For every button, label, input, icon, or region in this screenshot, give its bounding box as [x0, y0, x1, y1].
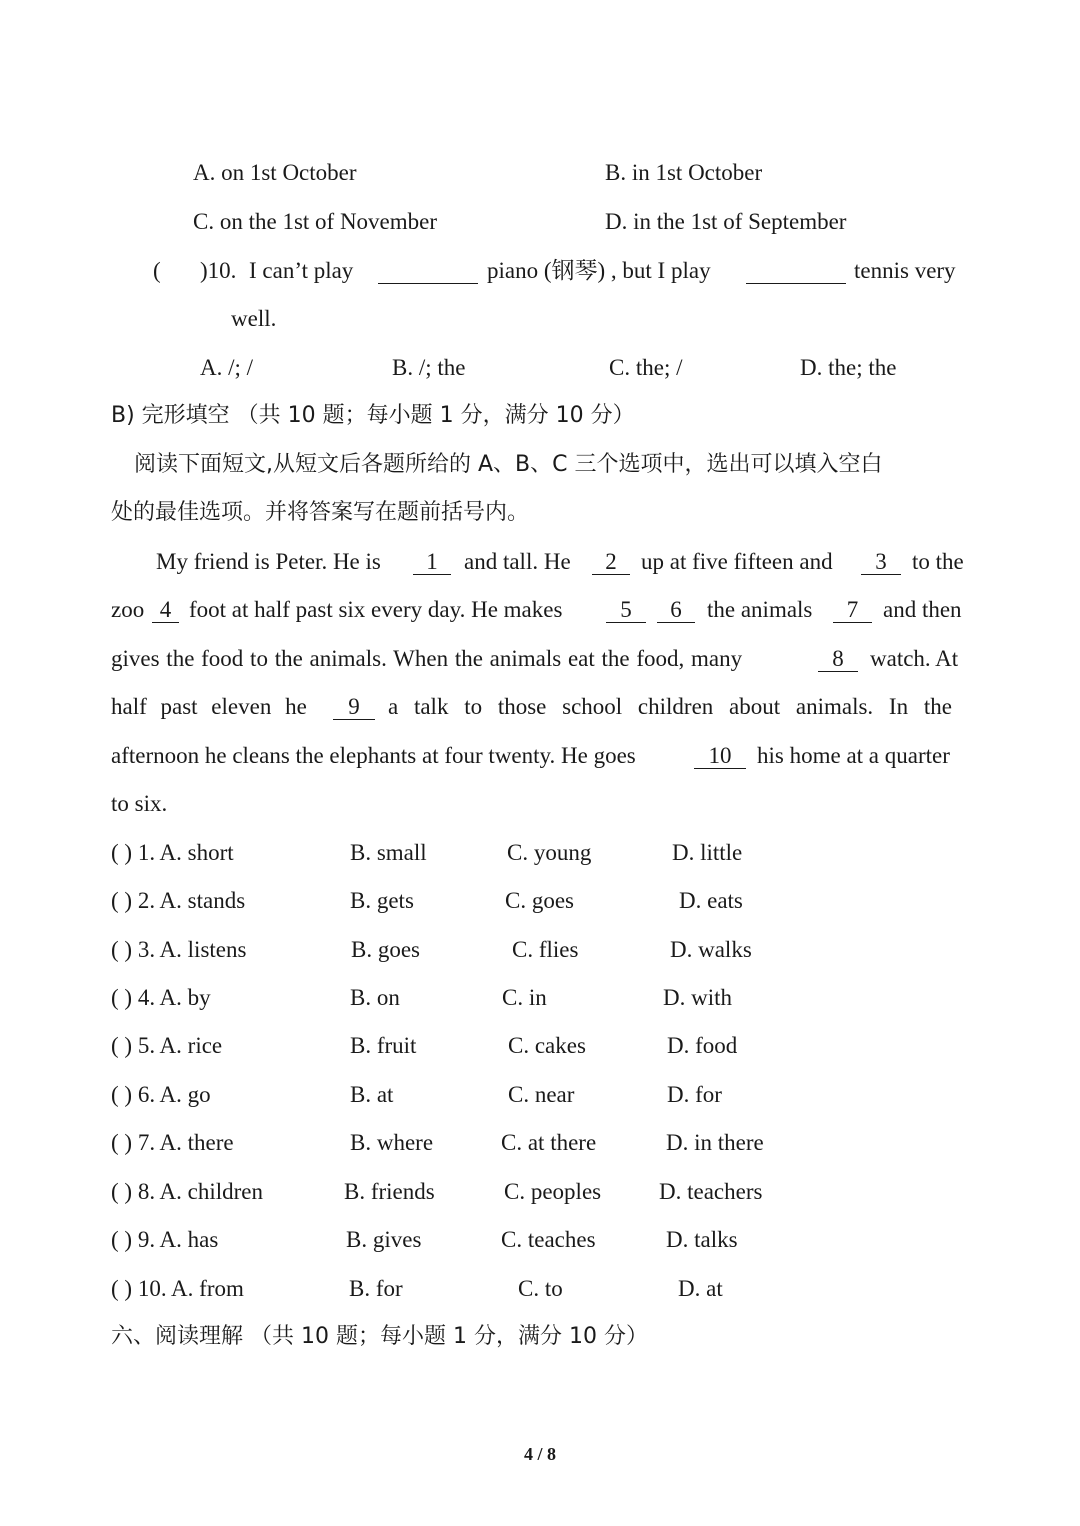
question-6-option-c: C. near — [508, 1082, 575, 1107]
q10-number: )10. — [200, 258, 237, 283]
question-4-option-d: D. with — [663, 985, 732, 1010]
question-5-label: ( ) 5. A. rice — [111, 1033, 223, 1058]
question-4-label: ( ) 4. A. by — [111, 985, 211, 1010]
passage-blank-3: 3 — [861, 547, 901, 577]
passage-blank-10: 10 — [694, 741, 746, 771]
question-1-option-d: D. little — [672, 840, 743, 865]
question-2-option-d: D. eats — [679, 888, 743, 913]
question-7-label: ( ) 7. A. there — [111, 1130, 234, 1155]
question-1-option-c: C. young — [507, 840, 592, 865]
question-2-label: ( ) 2. A. stands — [111, 888, 246, 913]
passage-line-2d: and then — [883, 597, 962, 622]
question-3-option-b: B. goes — [351, 937, 420, 962]
question-2-option-c: C. goes — [505, 888, 574, 913]
passage-line-6: to six. — [111, 791, 168, 816]
question-5-option-b: B. fruit — [350, 1033, 417, 1058]
question-7-option-d: D. in there — [666, 1130, 764, 1155]
section-b-instruction-1: 阅读下面短文,从短文后各题所给的 A、B、C 三个选项中，选出可以填入空白 — [134, 452, 883, 477]
q10-text-4: well. — [231, 306, 277, 331]
question-4-option-c: C. in — [502, 985, 547, 1010]
question-9-option-d: D. talks — [666, 1227, 738, 1252]
passage-line-2c: the animals — [707, 597, 813, 622]
q9-option-a: A. on 1st October — [193, 160, 357, 185]
q10-answer-paren: ( — [153, 258, 161, 283]
passage-blank-9: 9 — [333, 692, 375, 722]
question-7-option-b: B. where — [350, 1130, 434, 1155]
question-4-option-b: B. on — [350, 985, 400, 1010]
q10-blank-1 — [378, 256, 478, 286]
passage-line-5b: his home at a quarter — [757, 743, 950, 768]
passage-blank-6: 6 — [657, 595, 695, 625]
question-6-label: ( ) 6. A. go — [111, 1082, 211, 1107]
question-8-option-b: B. friends — [344, 1179, 435, 1204]
passage-line-1a: My friend is Peter. He is — [156, 549, 381, 574]
question-10-label: ( ) 10. A. from — [111, 1276, 244, 1301]
passage-line-2a: zoo — [111, 597, 145, 622]
passage-blank-4: 4 — [152, 595, 179, 625]
question-10-option-d: D. at — [678, 1276, 723, 1301]
question-10-option-c: C. to — [518, 1276, 563, 1301]
passage-line-3b: watch. At — [870, 646, 959, 671]
question-9-label: ( ) 9. A. has — [111, 1227, 219, 1252]
passage-line-1d: to the — [912, 549, 964, 574]
section-6-heading: 六、阅读理解 （共 10 题；每小题 1 分，满分 10 分） — [111, 1324, 648, 1349]
question-3-option-d: D. walks — [670, 937, 752, 962]
page-number: 4 / 8 — [523, 1444, 556, 1464]
question-1-option-b: B. small — [350, 840, 427, 865]
question-9-option-b: B. gives — [346, 1227, 422, 1252]
q10-option-b: B. /; the — [392, 355, 466, 380]
question-2-option-b: B. gets — [350, 888, 414, 913]
question-10-option-b: B. for — [349, 1276, 403, 1301]
question-6-option-d: D. for — [667, 1082, 722, 1107]
passage-blank-8: 8 — [818, 644, 858, 674]
question-8-option-d: D. teachers — [659, 1179, 763, 1204]
question-7-option-c: C. at there — [501, 1130, 597, 1155]
passage-blank-1: 1 — [413, 547, 451, 577]
passage-line-4a: half past eleven he — [111, 694, 307, 719]
q10-option-c: C. the; / — [609, 355, 683, 380]
q9-option-d: D. in the 1st of September — [605, 209, 847, 234]
passage-line-2b: foot at half past six every day. He makes — [189, 597, 563, 622]
question-9-option-c: C. teaches — [501, 1227, 596, 1252]
passage-line-1c: up at five fifteen and — [641, 549, 833, 574]
q10-text-1: I can’t play — [249, 258, 354, 283]
section-b-heading: B) 完形填空 （共 10 题；每小题 1 分，满分 10 分） — [111, 403, 635, 428]
q10-text-3: tennis very — [854, 258, 956, 283]
question-3-label: ( ) 3. A. listens — [111, 937, 247, 962]
q10-blank-2 — [746, 256, 846, 286]
passage-line-1b: and tall. He — [464, 549, 571, 574]
q10-option-a: A. /; / — [200, 355, 254, 380]
question-8-label: ( ) 8. A. children — [111, 1179, 264, 1204]
question-3-option-c: C. flies — [512, 937, 579, 962]
q10-option-d: D. the; the — [800, 355, 897, 380]
q9-option-b: B. in 1st October — [605, 160, 763, 185]
passage-blank-5: 5 — [606, 595, 646, 625]
passage-blank-7: 7 — [833, 595, 872, 625]
q9-option-c: C. on the 1st of November — [193, 209, 438, 234]
question-6-option-b: B. at — [350, 1082, 394, 1107]
passage-line-5a: afternoon he cleans the elephants at four twenty. He goes — [111, 743, 636, 768]
q10-text-2: piano (钢琴) , but I play — [487, 258, 711, 283]
passage-blank-2: 2 — [592, 547, 630, 577]
question-5-option-d: D. food — [667, 1033, 738, 1058]
question-8-option-c: C. peoples — [504, 1179, 602, 1204]
section-b-instruction-2: 处的最佳选项。并将答案写在题前括号内。 — [111, 500, 530, 525]
passage-line-4b: a talk to those school children about animals. In the — [388, 694, 952, 719]
passage-line-3a: gives the food to the animals. When the animals eat the food, many — [111, 646, 743, 671]
question-1-label: ( ) 1. A. short — [111, 840, 234, 865]
question-5-option-c: C. cakes — [508, 1033, 586, 1058]
